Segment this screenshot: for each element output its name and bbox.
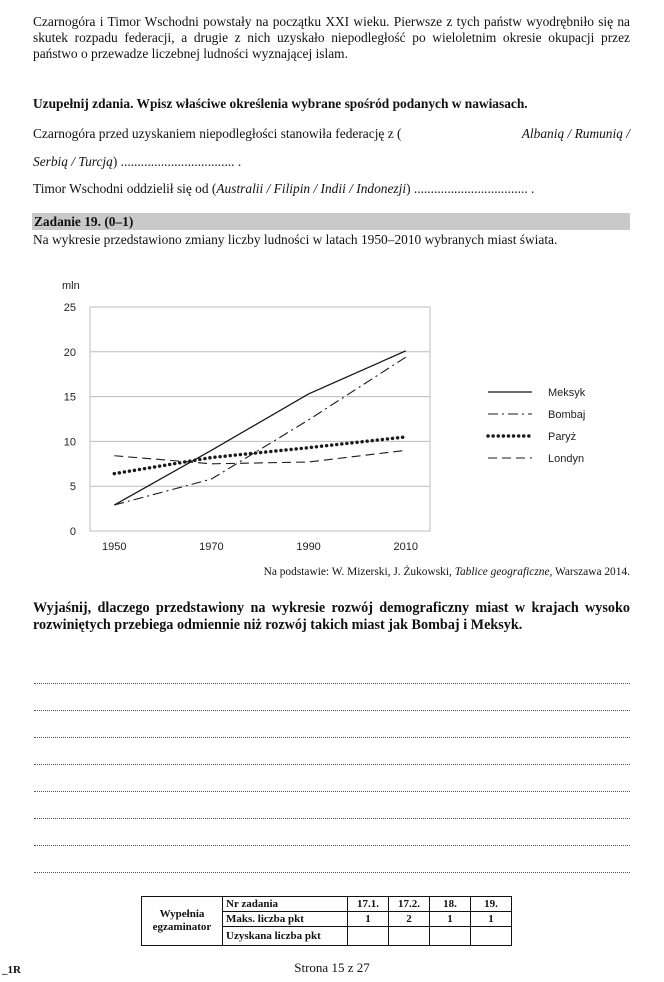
x-tick-label: 1990 (296, 541, 321, 553)
task-19-question: Wyjaśnij, dlaczego przedstawiony na wykresie rozwój demograficzny miast w krajach wysoko rozwiniętych przebiega odmiennie niż rozwój takich miast jak Bombaj i Meksyk. (33, 600, 630, 633)
score-table (141, 896, 512, 946)
y-tick-label: 20 (63, 346, 76, 359)
task-19-description: Na wykresie przedstawiono zmiany liczby ludności w latach 1950–2010 wybranych miast świata. (33, 232, 558, 247)
max-points-cell: 2 (389, 912, 430, 927)
page-code: _1R (2, 964, 21, 976)
series-line-bombaj (114, 357, 405, 505)
intro-paragraph: Czarnogóra i Timor Wschodni powstały na początku XXI wieku. Pierwsze z tych państw wyodrębniło się na skutek rozpadu federacji, a drugie z nich uzyskało niepodległość po wieloletnim okresie okupacji przez państwo o przewadze liczebnej ludności wyznającej islam. (33, 14, 630, 61)
chart-source (33, 566, 630, 578)
legend-label: Londyn (548, 453, 585, 465)
obtained-points-cell[interactable] (430, 927, 471, 946)
score-table-side-label (142, 897, 223, 946)
side-label-2: egzaminator (152, 921, 212, 933)
answer-line[interactable] (34, 818, 630, 819)
sentence1-line1 (33, 126, 630, 142)
row-label-obtained-points: Uzyskana liczba pkt (223, 927, 348, 946)
instruction: Uzupełnij zdania. Wpisz właściwe określenia wybrane spośród podanych w nawiasach. (33, 96, 528, 111)
legend-label: Paryż (548, 431, 577, 443)
task-number-cell: 17.2. (389, 897, 430, 912)
answer-line[interactable] (34, 710, 630, 711)
max-points-cell: 1 (348, 912, 389, 927)
side-label-1: Wypełnia (159, 908, 205, 920)
answer-line[interactable] (34, 683, 630, 684)
source-suffix: , Warszawa 2014. (549, 566, 630, 578)
sentence2 (33, 181, 534, 197)
y-tick-label: 0 (69, 526, 76, 538)
sentence1-end: ) .................................. . (112, 154, 242, 169)
sentence2-options: Australii / Filipin / Indii / Indonezji (216, 181, 407, 196)
max-points-cell: 1 (430, 912, 471, 927)
task-number-cell: 17.1. (348, 897, 389, 912)
page-number: Strona 15 z 27 (294, 960, 370, 975)
max-points-cell: 1 (471, 912, 512, 927)
sentence2-end: ) .................................. . (406, 181, 535, 196)
answer-line[interactable] (34, 845, 630, 846)
series-line-paryż (114, 437, 405, 474)
row-label-max-points: Maks. liczba pkt (223, 912, 348, 927)
obtained-points-cell[interactable] (471, 927, 512, 946)
x-tick-label: 2010 (393, 541, 418, 553)
population-line-chart (0, 270, 664, 560)
row-label-task-number: Nr zadania (223, 897, 348, 912)
x-tick-label: 1970 (199, 541, 224, 553)
sentence2-start: Timor Wschodni oddzielił się od ( (33, 181, 217, 196)
y-tick-label: 25 (63, 302, 76, 314)
y-axis-label: mln (62, 280, 80, 292)
answer-line[interactable] (34, 764, 630, 765)
y-tick-label: 15 (63, 391, 76, 404)
answer-line[interactable] (34, 791, 630, 792)
sentence1-start: Czarnogóra przed uzyskaniem niepodległości stanowiła federację z ( (33, 126, 402, 141)
obtained-points-cell[interactable] (348, 927, 389, 946)
answer-line[interactable] (34, 737, 630, 738)
task-number-cell: 19. (471, 897, 512, 912)
obtained-points-cell[interactable] (389, 927, 430, 946)
task-number-cell: 18. (430, 897, 471, 912)
source-prefix: Na podstawie: W. Mizerski, J. Żukowski, (263, 566, 455, 578)
task-19-header: Zadanie 19. (0–1) (32, 213, 630, 230)
legend-label: Bombaj (548, 409, 586, 421)
source-title: Tablice geograficzne (454, 566, 550, 578)
answer-line[interactable] (34, 872, 630, 873)
sentence1-line2 (33, 154, 241, 170)
sentence1-options-b: Serbią / Turcją (33, 154, 113, 169)
y-tick-label: 5 (69, 481, 76, 494)
sentence1-options-a: Albanią / Rumunią / (521, 126, 630, 141)
y-tick-label: 10 (63, 436, 76, 449)
x-tick-label: 1950 (102, 541, 127, 553)
legend-label: Meksyk (548, 387, 586, 399)
series-line-meksyk (114, 351, 405, 505)
